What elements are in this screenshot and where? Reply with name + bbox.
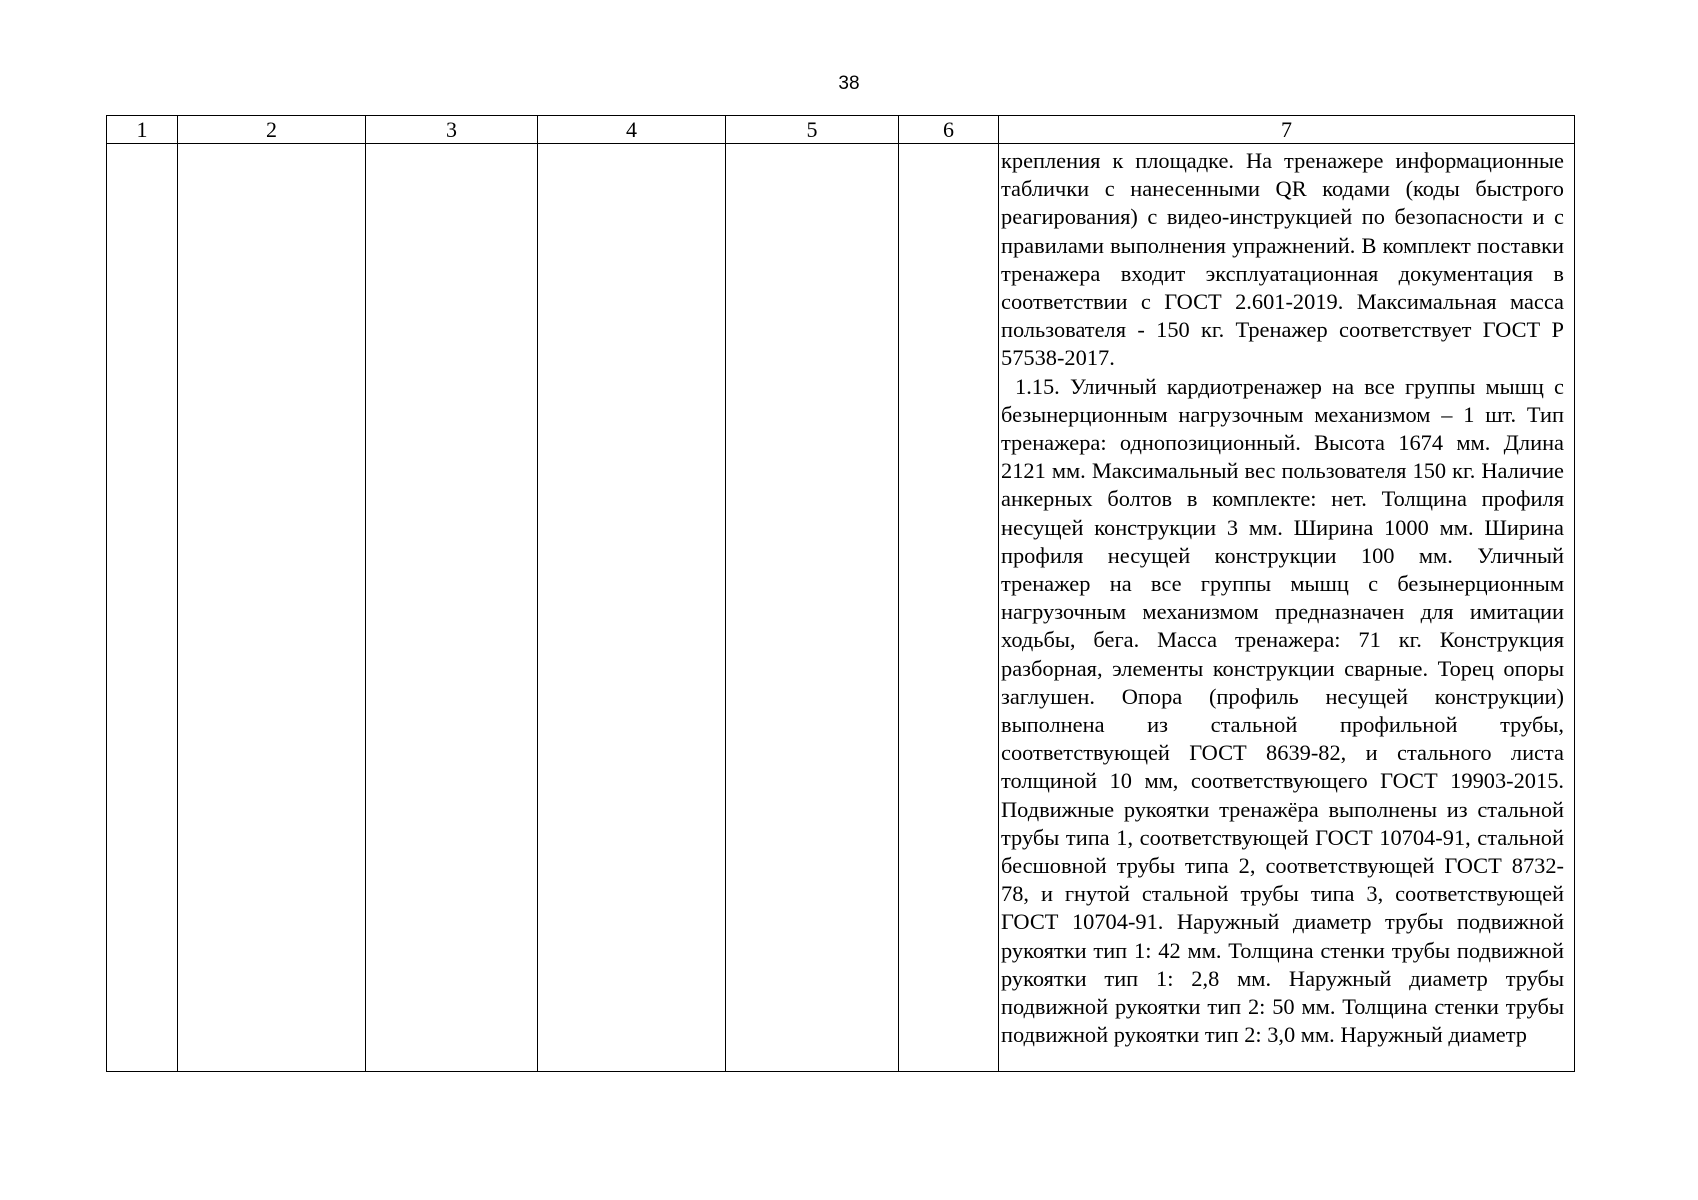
cell-col-5 [726, 144, 899, 1072]
column-header-4: 4 [538, 116, 726, 144]
cell-col-2 [178, 144, 366, 1072]
cell-col-6 [899, 144, 999, 1072]
column-header-6: 6 [899, 116, 999, 144]
column-header-3: 3 [366, 116, 538, 144]
description-text [999, 144, 1574, 1050]
cell-col-3 [366, 144, 538, 1072]
column-header-1: 1 [107, 116, 178, 144]
cell-col-1 [107, 144, 178, 1072]
specification-table [106, 115, 1575, 1072]
cell-col-4 [538, 144, 726, 1072]
column-header-2: 2 [178, 116, 366, 144]
header-row [107, 116, 1575, 144]
description-paragraph-continuation: крепления к площадке. На тренажере информационные таблички с нанесенными QR кодами (коды быстрого реагирования) с видео-инструкцией по безопасности и с правилами выполнения упражнений. В комплект поставки тренажера входит эксплуатационная документация в соответствии с ГОСТ 2.601-2019. Максимальная масса пользователя - 150 кг. Тренажер соответствует ГОСТ Р 57538-2017. [1001, 148, 1564, 371]
column-header-7: 7 [999, 116, 1575, 144]
description-paragraph-item-1-15: 1.15. Уличный кардиотренажер на все группы мышц с безынерционным нагрузочным механизмом – 1 шт. Тип тренажера: однопозиционный. Высота 1674 мм. Длина 2121 мм. Максимальный вес пользователя 150 кг. Наличие анкерных болтов в комплекте: нет. Толщина профиля несущей конструкции 3 мм. Ширина 1000 мм. Ширина профиля несущей конструкции 100 мм. Уличный тренажер на все группы мышц с безынерционным нагрузочным механизмом предназначен для имитации ходьбы, бега. Масса тренажера: 71 кг. Конструкция разборная, элементы конструкции сварные. Торец опоры заглушен. Опора (профиль несущей конструкции) выполнена из стальной профильной трубы, соответствующей ГОСТ 8639-82, и стального листа толщиной 10 мм, соответствующего ГОСТ 19903-2015. Подвижные рукоятки тренажёра выполнены из стальной трубы типа 1, соответствующей ГОСТ 10704-91, стальной бесшовной трубы типа 2, соответствующей ГОСТ 8732-78, и гнутой стальной трубы типа 3, соответствующей ГОСТ 10704-91. Наружный диаметр трубы подвижной рукоятки тип 1: 42 мм. Толщина стенки трубы подвижной рукоятки тип 1: 2,8 мм. Наружный диаметр трубы подвижной рукоятки тип 2: 50 мм. Толщина стенки трубы подвижной рукоятки тип 2: 3,0 мм. Наружный диаметр [1001, 373, 1564, 1048]
page-number: 38 [838, 73, 860, 94]
cell-col-7-description [999, 144, 1575, 1072]
table-row [107, 144, 1575, 1072]
column-header-5: 5 [726, 116, 899, 144]
